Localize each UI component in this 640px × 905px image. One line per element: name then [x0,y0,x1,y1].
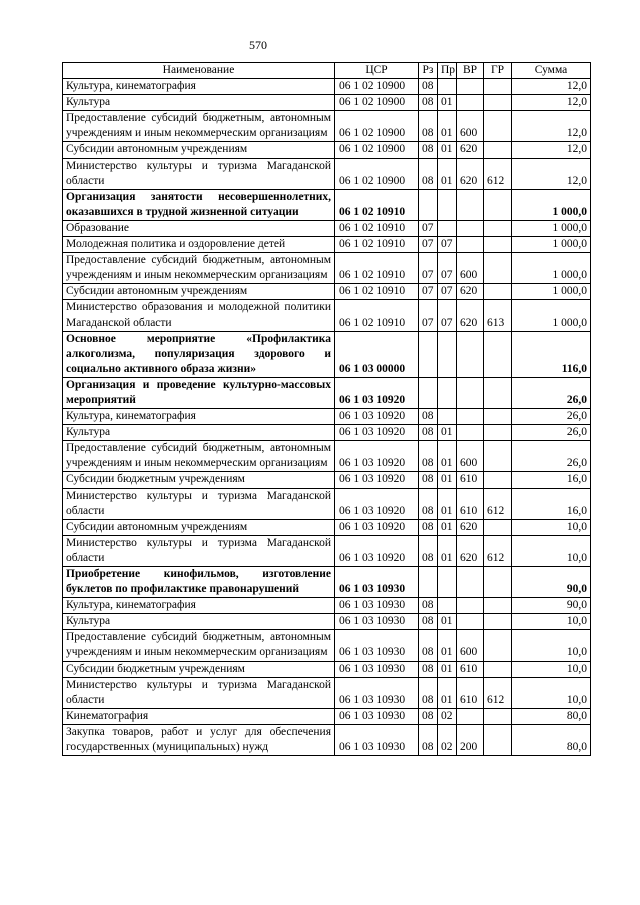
cell-rz: 08 [419,519,438,535]
table-row [63,708,591,724]
table-row [63,158,591,189]
cell-pr [438,331,457,377]
cell-name: Предоставление субсидий бюджетным, автономным учреждениям и иным некоммерческим организациям [63,630,335,661]
table-row [63,409,591,425]
cell-csr: 06 1 03 10920 [335,535,419,566]
table-row [63,677,591,708]
cell-gr [484,708,512,724]
cell-vr: 610 [457,488,484,519]
cell-sum: 1 000,0 [512,300,591,331]
cell-name: Культура [63,95,335,111]
cell-sum: 90,0 [512,598,591,614]
cell-pr: 01 [438,111,457,142]
cell-rz: 08 [419,677,438,708]
cell-gr: 612 [484,488,512,519]
table-row [63,142,591,158]
cell-gr [484,614,512,630]
cell-vr: 600 [457,441,484,472]
cell-name: Организация и проведение культурно-массовых мероприятий [63,377,335,408]
table-row [63,614,591,630]
cell-name: Субсидии бюджетным учреждениям [63,661,335,677]
cell-pr: 01 [438,614,457,630]
cell-sum: 80,0 [512,708,591,724]
table-row [63,377,591,408]
cell-pr [438,377,457,408]
cell-gr [484,519,512,535]
cell-rz: 07 [419,220,438,236]
cell-name: Культура [63,425,335,441]
cell-name: Предоставление субсидий бюджетным, автономным учреждениям и иным некоммерческим организациям [63,253,335,284]
cell-csr: 06 1 03 10930 [335,661,419,677]
cell-name: Субсидии автономным учреждениям [63,142,335,158]
cell-csr: 06 1 03 10930 [335,598,419,614]
cell-sum: 12,0 [512,95,591,111]
cell-name: Культура, кинематография [63,409,335,425]
cell-pr: 01 [438,158,457,189]
cell-rz: 08 [419,708,438,724]
cell-gr [484,189,512,220]
table-row [63,630,591,661]
cell-vr [457,708,484,724]
cell-vr: 620 [457,300,484,331]
cell-gr [484,95,512,111]
cell-csr: 06 1 02 10900 [335,158,419,189]
table-row [63,111,591,142]
cell-pr: 01 [438,519,457,535]
cell-sum: 90,0 [512,567,591,598]
header-vr: ВР [457,63,484,79]
cell-name: Кинематография [63,708,335,724]
cell-csr: 06 1 03 10930 [335,567,419,598]
cell-vr: 600 [457,253,484,284]
table-row [63,95,591,111]
cell-pr: 01 [438,142,457,158]
cell-vr [457,331,484,377]
cell-sum: 26,0 [512,441,591,472]
cell-rz [419,189,438,220]
cell-gr [484,331,512,377]
header-sum: Сумма [512,63,591,79]
cell-pr: 07 [438,253,457,284]
cell-pr [438,567,457,598]
cell-name: Образование [63,220,335,236]
cell-rz: 08 [419,598,438,614]
cell-gr: 612 [484,535,512,566]
cell-name: Министерство культуры и туризма Магаданской области [63,535,335,566]
table-row [63,598,591,614]
cell-pr: 01 [438,472,457,488]
cell-csr: 06 1 03 10930 [335,724,419,755]
cell-sum: 1 000,0 [512,284,591,300]
cell-vr [457,377,484,408]
cell-vr [457,189,484,220]
page-number: 570 [249,38,267,52]
cell-rz: 08 [419,535,438,566]
cell-vr [457,79,484,95]
cell-pr: 02 [438,708,457,724]
cell-gr [484,472,512,488]
budget-table [62,62,591,756]
cell-name: Министерство культуры и туризма Магаданской области [63,677,335,708]
table-row [63,724,591,755]
cell-pr: 01 [438,535,457,566]
cell-rz [419,567,438,598]
table-row [63,189,591,220]
cell-csr: 06 1 02 10910 [335,237,419,253]
cell-pr: 01 [438,488,457,519]
table-row [63,220,591,236]
cell-rz: 07 [419,253,438,284]
cell-name: Культура [63,614,335,630]
cell-csr: 06 1 03 10920 [335,441,419,472]
cell-vr: 620 [457,284,484,300]
cell-sum: 116,0 [512,331,591,377]
cell-pr [438,598,457,614]
cell-gr: 613 [484,300,512,331]
table-row [63,488,591,519]
cell-pr: 01 [438,425,457,441]
cell-rz: 08 [419,724,438,755]
cell-vr: 620 [457,535,484,566]
cell-rz: 08 [419,614,438,630]
cell-vr [457,237,484,253]
cell-sum: 26,0 [512,377,591,408]
cell-gr [484,441,512,472]
cell-vr: 600 [457,111,484,142]
table-row [63,300,591,331]
cell-vr [457,409,484,425]
cell-sum: 80,0 [512,724,591,755]
cell-rz: 08 [419,158,438,189]
cell-csr: 06 1 03 10920 [335,519,419,535]
cell-rz: 07 [419,237,438,253]
cell-rz: 08 [419,95,438,111]
cell-csr: 06 1 02 10900 [335,111,419,142]
cell-vr: 620 [457,158,484,189]
table-row [63,519,591,535]
cell-pr [438,409,457,425]
cell-gr [484,425,512,441]
cell-sum: 12,0 [512,79,591,95]
cell-sum: 12,0 [512,158,591,189]
cell-csr: 06 1 03 10920 [335,377,419,408]
cell-name: Основное мероприятие «Профилактика алкоголизма, популяризация здорового и социально активного образа жизни» [63,331,335,377]
cell-sum: 1 000,0 [512,220,591,236]
cell-vr: 200 [457,724,484,755]
cell-rz: 07 [419,300,438,331]
cell-gr: 612 [484,677,512,708]
cell-vr [457,598,484,614]
cell-rz: 08 [419,142,438,158]
cell-name: Организация занятости несовершеннолетних, оказавшихся в трудной жизненной ситуации [63,189,335,220]
cell-pr: 07 [438,237,457,253]
cell-name: Субсидии автономным учреждениям [63,519,335,535]
cell-rz: 08 [419,472,438,488]
cell-gr [484,630,512,661]
cell-gr: 612 [484,158,512,189]
cell-gr [484,377,512,408]
cell-rz: 07 [419,284,438,300]
cell-vr [457,614,484,630]
cell-sum: 12,0 [512,142,591,158]
header-name: Наименование [63,63,335,79]
cell-sum: 26,0 [512,425,591,441]
table-row [63,284,591,300]
cell-gr [484,79,512,95]
cell-csr: 06 1 02 10910 [335,300,419,331]
cell-sum: 16,0 [512,488,591,519]
cell-csr: 06 1 02 10900 [335,142,419,158]
cell-name: Министерство культуры и туризма Магаданской области [63,158,335,189]
cell-name: Закупка товаров, работ и услуг для обеспечения государственных (муниципальных) нужд [63,724,335,755]
cell-vr: 600 [457,630,484,661]
table-row [63,79,591,95]
cell-name: Министерство культуры и туризма Магаданской области [63,488,335,519]
cell-name: Культура, кинематография [63,79,335,95]
cell-sum: 1 000,0 [512,237,591,253]
cell-rz: 08 [419,79,438,95]
cell-gr [484,284,512,300]
cell-csr: 06 1 03 10930 [335,708,419,724]
header-csr: ЦСР [335,63,419,79]
table-row [63,331,591,377]
table-row [63,535,591,566]
cell-gr [484,567,512,598]
cell-rz: 08 [419,488,438,519]
cell-sum: 10,0 [512,630,591,661]
cell-csr: 06 1 03 10930 [335,630,419,661]
cell-name: Молодежная политика и оздоровление детей [63,237,335,253]
cell-gr [484,220,512,236]
cell-gr [484,111,512,142]
table-row [63,661,591,677]
cell-vr: 610 [457,472,484,488]
cell-sum: 12,0 [512,111,591,142]
cell-sum: 10,0 [512,519,591,535]
cell-csr: 06 1 03 10920 [335,409,419,425]
cell-sum: 10,0 [512,614,591,630]
cell-vr: 610 [457,677,484,708]
cell-gr [484,142,512,158]
table-row [63,472,591,488]
cell-rz [419,331,438,377]
cell-rz: 08 [419,425,438,441]
cell-sum: 1 000,0 [512,189,591,220]
cell-pr: 07 [438,300,457,331]
cell-vr [457,220,484,236]
cell-sum: 1 000,0 [512,253,591,284]
cell-name: Субсидии автономным учреждениям [63,284,335,300]
cell-sum: 10,0 [512,535,591,566]
cell-name: Приобретение кинофильмов, изготовление буклетов по профилактике правонарушений [63,567,335,598]
cell-pr: 07 [438,284,457,300]
cell-csr: 06 1 02 10900 [335,95,419,111]
cell-rz [419,377,438,408]
header-rz: Рз [419,63,438,79]
cell-csr: 06 1 03 10930 [335,677,419,708]
cell-rz: 08 [419,661,438,677]
table-row [63,567,591,598]
cell-pr [438,220,457,236]
cell-vr [457,95,484,111]
cell-csr: 06 1 02 10910 [335,220,419,236]
cell-gr [484,409,512,425]
cell-gr [484,237,512,253]
cell-csr: 06 1 03 10920 [335,425,419,441]
cell-csr: 06 1 02 10910 [335,284,419,300]
table-row [63,253,591,284]
cell-name: Предоставление субсидий бюджетным, автономным учреждениям и иным некоммерческим организациям [63,441,335,472]
cell-gr [484,661,512,677]
cell-vr: 610 [457,661,484,677]
cell-csr: 06 1 03 10920 [335,472,419,488]
table-row [63,237,591,253]
cell-name: Субсидии бюджетным учреждениям [63,472,335,488]
cell-vr: 620 [457,142,484,158]
table-header-row [63,63,591,79]
cell-vr: 620 [457,519,484,535]
cell-rz: 08 [419,441,438,472]
cell-sum: 10,0 [512,661,591,677]
cell-vr [457,425,484,441]
cell-csr: 06 1 02 10910 [335,253,419,284]
cell-csr: 06 1 02 10900 [335,79,419,95]
cell-pr [438,79,457,95]
cell-pr: 01 [438,677,457,708]
cell-pr: 02 [438,724,457,755]
cell-pr: 01 [438,661,457,677]
cell-name: Министерство образования и молодежной политики Магаданской области [63,300,335,331]
cell-gr [484,253,512,284]
cell-pr: 01 [438,630,457,661]
budget-rows [63,79,591,756]
cell-pr [438,189,457,220]
header-gr: ГР [484,63,512,79]
cell-gr [484,724,512,755]
cell-pr: 01 [438,95,457,111]
cell-csr: 06 1 03 10920 [335,488,419,519]
cell-rz: 08 [419,409,438,425]
cell-name: Предоставление субсидий бюджетным, автономным учреждениям и иным некоммерческим организациям [63,111,335,142]
cell-csr: 06 1 02 10910 [335,189,419,220]
cell-csr: 06 1 03 00000 [335,331,419,377]
cell-name: Культура, кинематография [63,598,335,614]
header-pr: Пр [438,63,457,79]
cell-sum: 10,0 [512,677,591,708]
cell-gr [484,598,512,614]
table-row [63,425,591,441]
cell-sum: 16,0 [512,472,591,488]
cell-vr [457,567,484,598]
cell-sum: 26,0 [512,409,591,425]
cell-csr: 06 1 03 10930 [335,614,419,630]
table-row [63,441,591,472]
cell-rz: 08 [419,630,438,661]
cell-pr: 01 [438,441,457,472]
cell-rz: 08 [419,111,438,142]
